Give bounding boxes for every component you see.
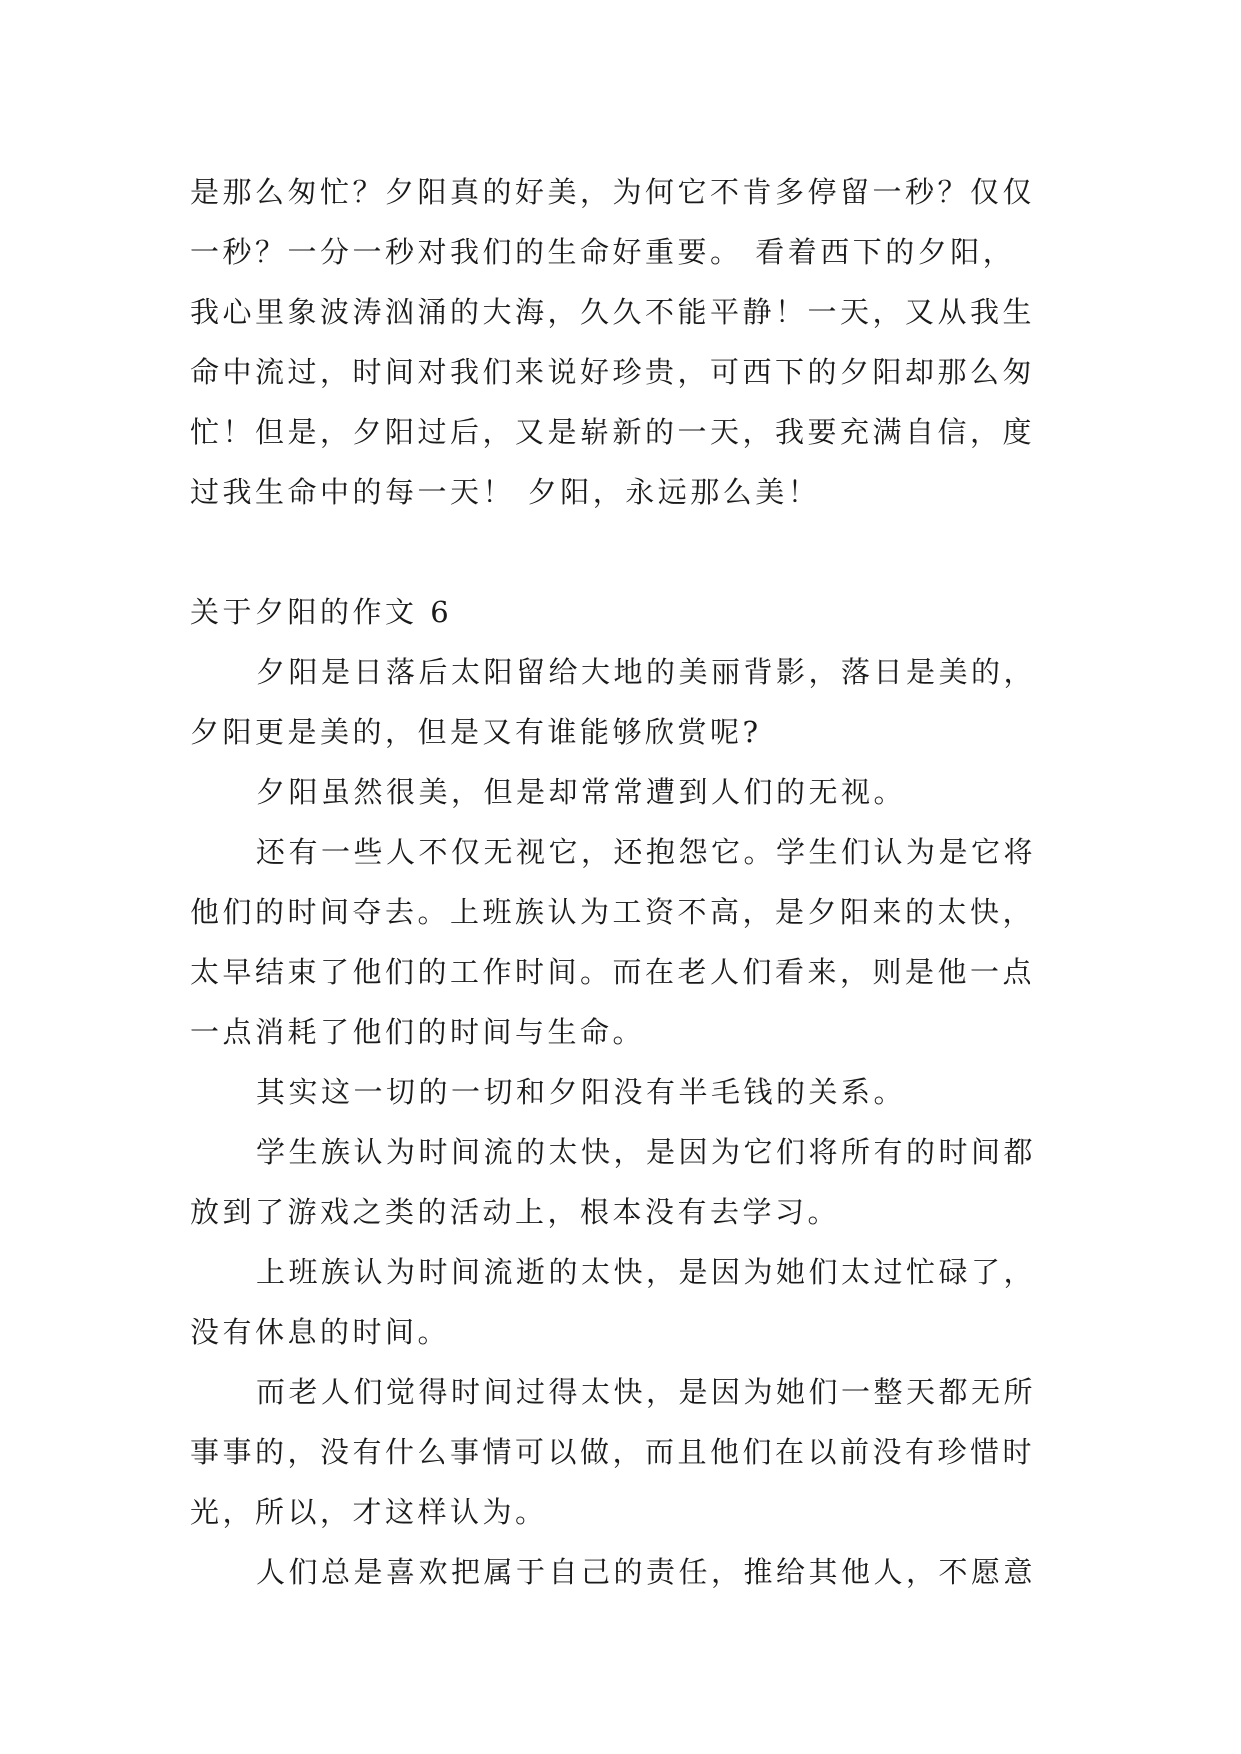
text-line: 光，所以，才这样认为。: [190, 1495, 548, 1529]
text-line: 忙！但是，夕阳过后，又是崭新的一天，我要充满自信，度: [190, 415, 1036, 449]
text-line: 事事的，没有什么事情可以做，而且他们在以前没有珍惜时: [190, 1435, 1036, 1469]
paragraph-8: [190, 1542, 1070, 1602]
text-line: 一秒？一分一秒对我们的生命好重要。 看着西下的夕阳，: [190, 235, 1016, 269]
paragraph-5: [190, 1122, 1070, 1242]
text-line: 一点消耗了他们的时间与生命。: [190, 1015, 646, 1049]
text-line: 我心里象波涛汹涌的大海，久久不能平静！一天，又从我生: [190, 295, 1036, 329]
text-line: 他们的时间夺去。上班族认为工资不高，是夕阳来的太快，: [190, 895, 1036, 929]
paragraph-2: [190, 762, 1070, 822]
text-line: 没有休息的时间。: [190, 1315, 451, 1349]
paragraph-3: [190, 822, 1070, 1062]
text-line: 学生族认为时间流的太快，是因为它们将所有的时间都: [256, 1135, 1037, 1169]
text-line: 夕阳虽然很美，但是却常常遭到人们的无视。: [256, 775, 907, 809]
text-line: 命中流过，时间对我们来说好珍贵，可西下的夕阳却那么匆: [190, 355, 1036, 389]
paragraph-gap: [190, 522, 1070, 582]
text-line: 而老人们觉得时间过得太快，是因为她们一整天都无所: [256, 1375, 1037, 1409]
paragraph-6: [190, 1242, 1070, 1362]
text-line: 太早结束了他们的工作时间。而在老人们看来，则是他一点: [190, 955, 1036, 989]
text-line: 还有一些人不仅无视它，还抱怨它。学生们认为是它将: [256, 835, 1037, 869]
text-line: 人们总是喜欢把属于自己的责任，推给其他人，不愿意: [256, 1555, 1037, 1589]
text-line: 过我生命中的每一天！ 夕阳，永远那么美！: [190, 475, 821, 509]
text-line: 夕阳是日落后太阳留给大地的美丽背影，落日是美的，: [256, 655, 1037, 689]
document-body: [190, 162, 1070, 1602]
text-line: 上班族认为时间流逝的太快，是因为她们太过忙碌了，: [256, 1255, 1037, 1289]
text-line: 夕阳更是美的，但是又有谁能够欣赏呢?: [190, 715, 762, 749]
text-line: 放到了游戏之类的活动上，根本没有去学习。: [190, 1195, 841, 1229]
intro-paragraph: [190, 162, 1070, 522]
text-line: 其实这一切的一切和夕阳没有半毛钱的关系。: [256, 1075, 907, 1109]
section-title: 关于夕阳的作文 6: [190, 595, 453, 629]
text-line: 是那么匆忙？夕阳真的好美，为何它不肯多停留一秒？仅仅: [190, 175, 1036, 209]
paragraph-4: [190, 1062, 1070, 1122]
paragraph-7: [190, 1362, 1070, 1542]
paragraph-1: [190, 642, 1070, 762]
